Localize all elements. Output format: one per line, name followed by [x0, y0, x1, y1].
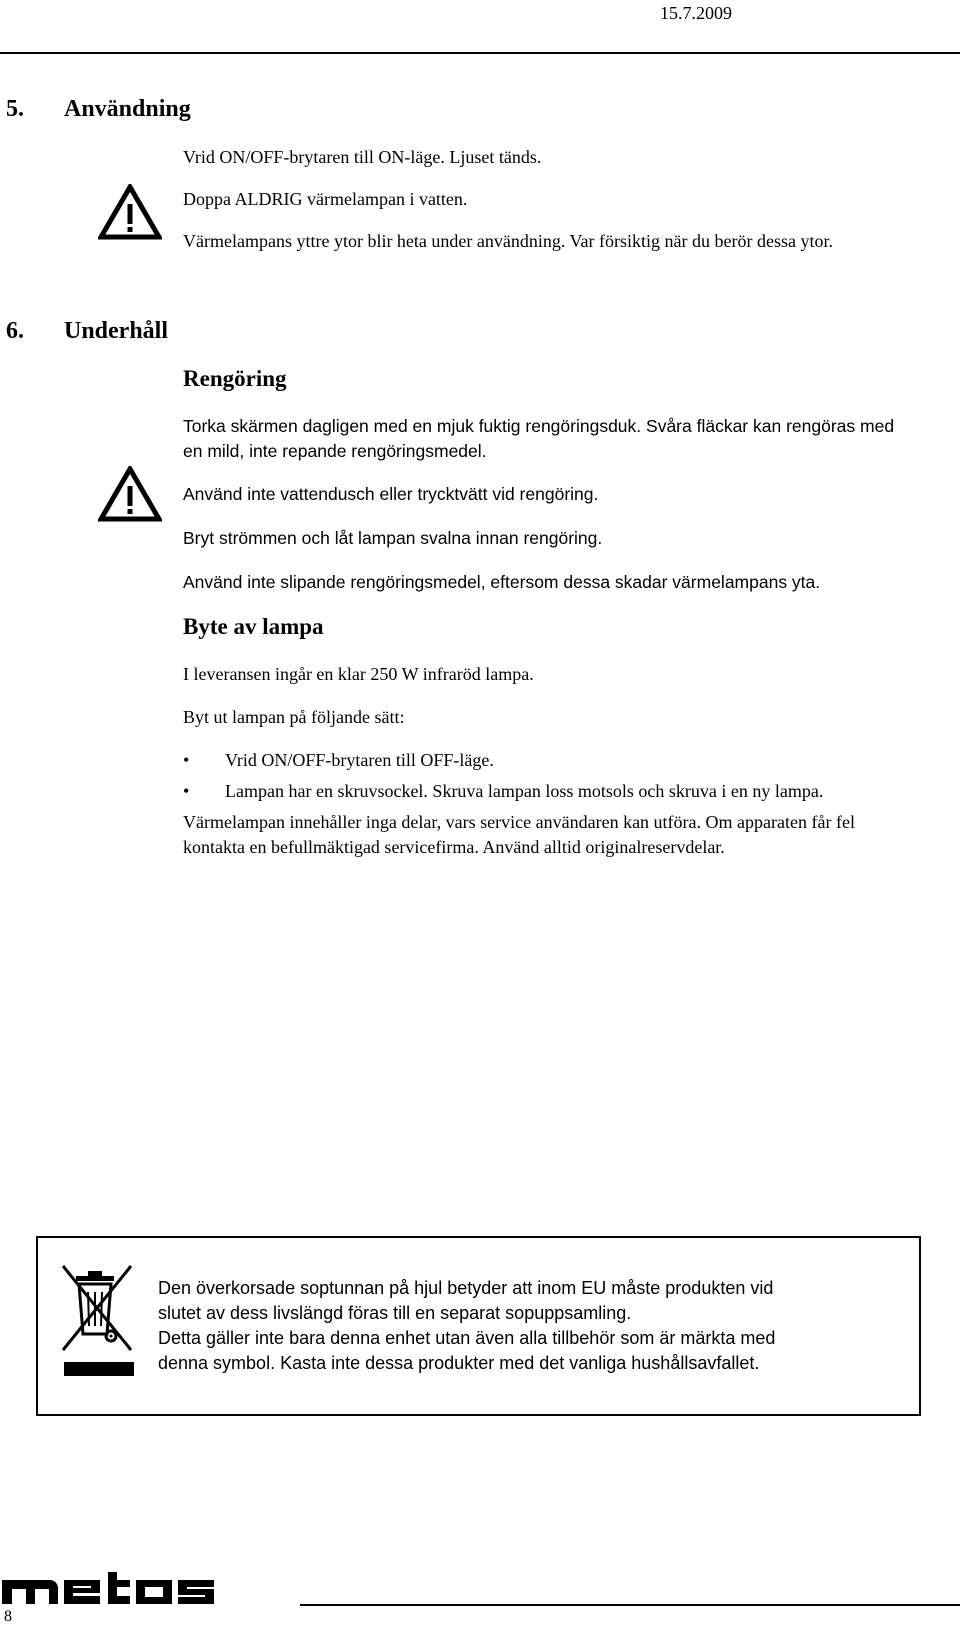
usage-instruction: Vrid ON/OFF-brytaren till ON-läge. Ljuset tänds.	[183, 147, 542, 167]
bullet-symbol: •	[183, 750, 190, 770]
list-item-text: Lampan har en skruvsockel. Skruva lampan loss motsols och skruva i en ny lampa.	[225, 781, 824, 801]
logo-text: metos	[2, 1572, 5, 1573]
list-item-text: Vrid ON/OFF-brytaren till OFF-läge.	[225, 750, 494, 770]
warning-triangle-icon	[98, 466, 162, 522]
warning-triangle-icon	[98, 184, 162, 240]
header-divider	[0, 52, 960, 54]
footer-divider	[300, 1604, 960, 1606]
weee-notice-box	[36, 1236, 921, 1416]
section-5-heading	[6, 96, 191, 123]
lamp-replacement-intro: Byt ut lampan på följande sätt:	[183, 707, 405, 727]
bullet-symbol: •	[183, 781, 190, 801]
weee-line-1: Den överkorsade soptunnan på hjul betyder att inom EU måste produkten vid	[158, 1278, 774, 1298]
lamp-replacement-heading: Byte av lampa	[183, 614, 324, 639]
cleaning-warning-pressure-wash: Använd inte vattendusch eller trycktvätt vid rengöring.	[183, 484, 599, 504]
warning-hot-surfaces: Värmelampans yttre ytor blir heta under användning. Var försiktig när du berör dessa ytor.	[183, 231, 833, 251]
cleaning-text-line1: Torka skärmen dagligen med en mjuk fuktig rengöringsduk. Svåra fläckar kan rengöras med	[183, 416, 895, 436]
service-text-line2: kontakta en befullmäktigad servicefirma. Använd alltid originalreservdelar.	[183, 837, 725, 857]
cleaning-text-line2: en mild, inte repande rengöringsmedel.	[183, 441, 487, 461]
section-6-number: 6.	[6, 318, 24, 344]
section-6-title: Underhåll	[64, 318, 169, 344]
cleaning-warning-power-off: Bryt strömmen och låt lampan svalna innan rengöring.	[183, 528, 603, 548]
section-5-number: 5.	[6, 96, 24, 122]
cleaning-warning-abrasives: Använd inte slipande rengöringsmedel, eftersom dessa skadar värmelampans yta.	[183, 572, 821, 592]
section-6-heading	[6, 318, 168, 345]
service-text-line1: Värmelampan innehåller inga delar, vars service användaren kan utföra. Om apparaten får fel	[183, 812, 855, 832]
weee-notice-text	[158, 1276, 775, 1376]
cleaning-heading: Rengöring	[183, 366, 287, 391]
section-5-title: Användning	[64, 96, 191, 122]
crossed-out-wheelie-bin-icon	[58, 1258, 138, 1378]
weee-line-2: slutet av dess livslängd föras till en separat sopuppsamling.	[158, 1303, 632, 1323]
weee-line-4: denna symbol. Kasta inte dessa produkter med det vanliga hushållsavfallet.	[158, 1353, 760, 1373]
page-number: 8	[4, 1608, 12, 1625]
warning-water: Doppa ALDRIG värmelampan i vatten.	[183, 189, 468, 209]
document-date: 15.7.2009	[660, 3, 732, 23]
weee-line-3: Detta gäller inte bara denna enhet utan även alla tillbehör som är märkta med	[158, 1328, 776, 1348]
metos-logo	[2, 1572, 222, 1608]
lamp-delivery-text: I leveransen ingår en klar 250 W infraröd lampa.	[183, 664, 534, 684]
